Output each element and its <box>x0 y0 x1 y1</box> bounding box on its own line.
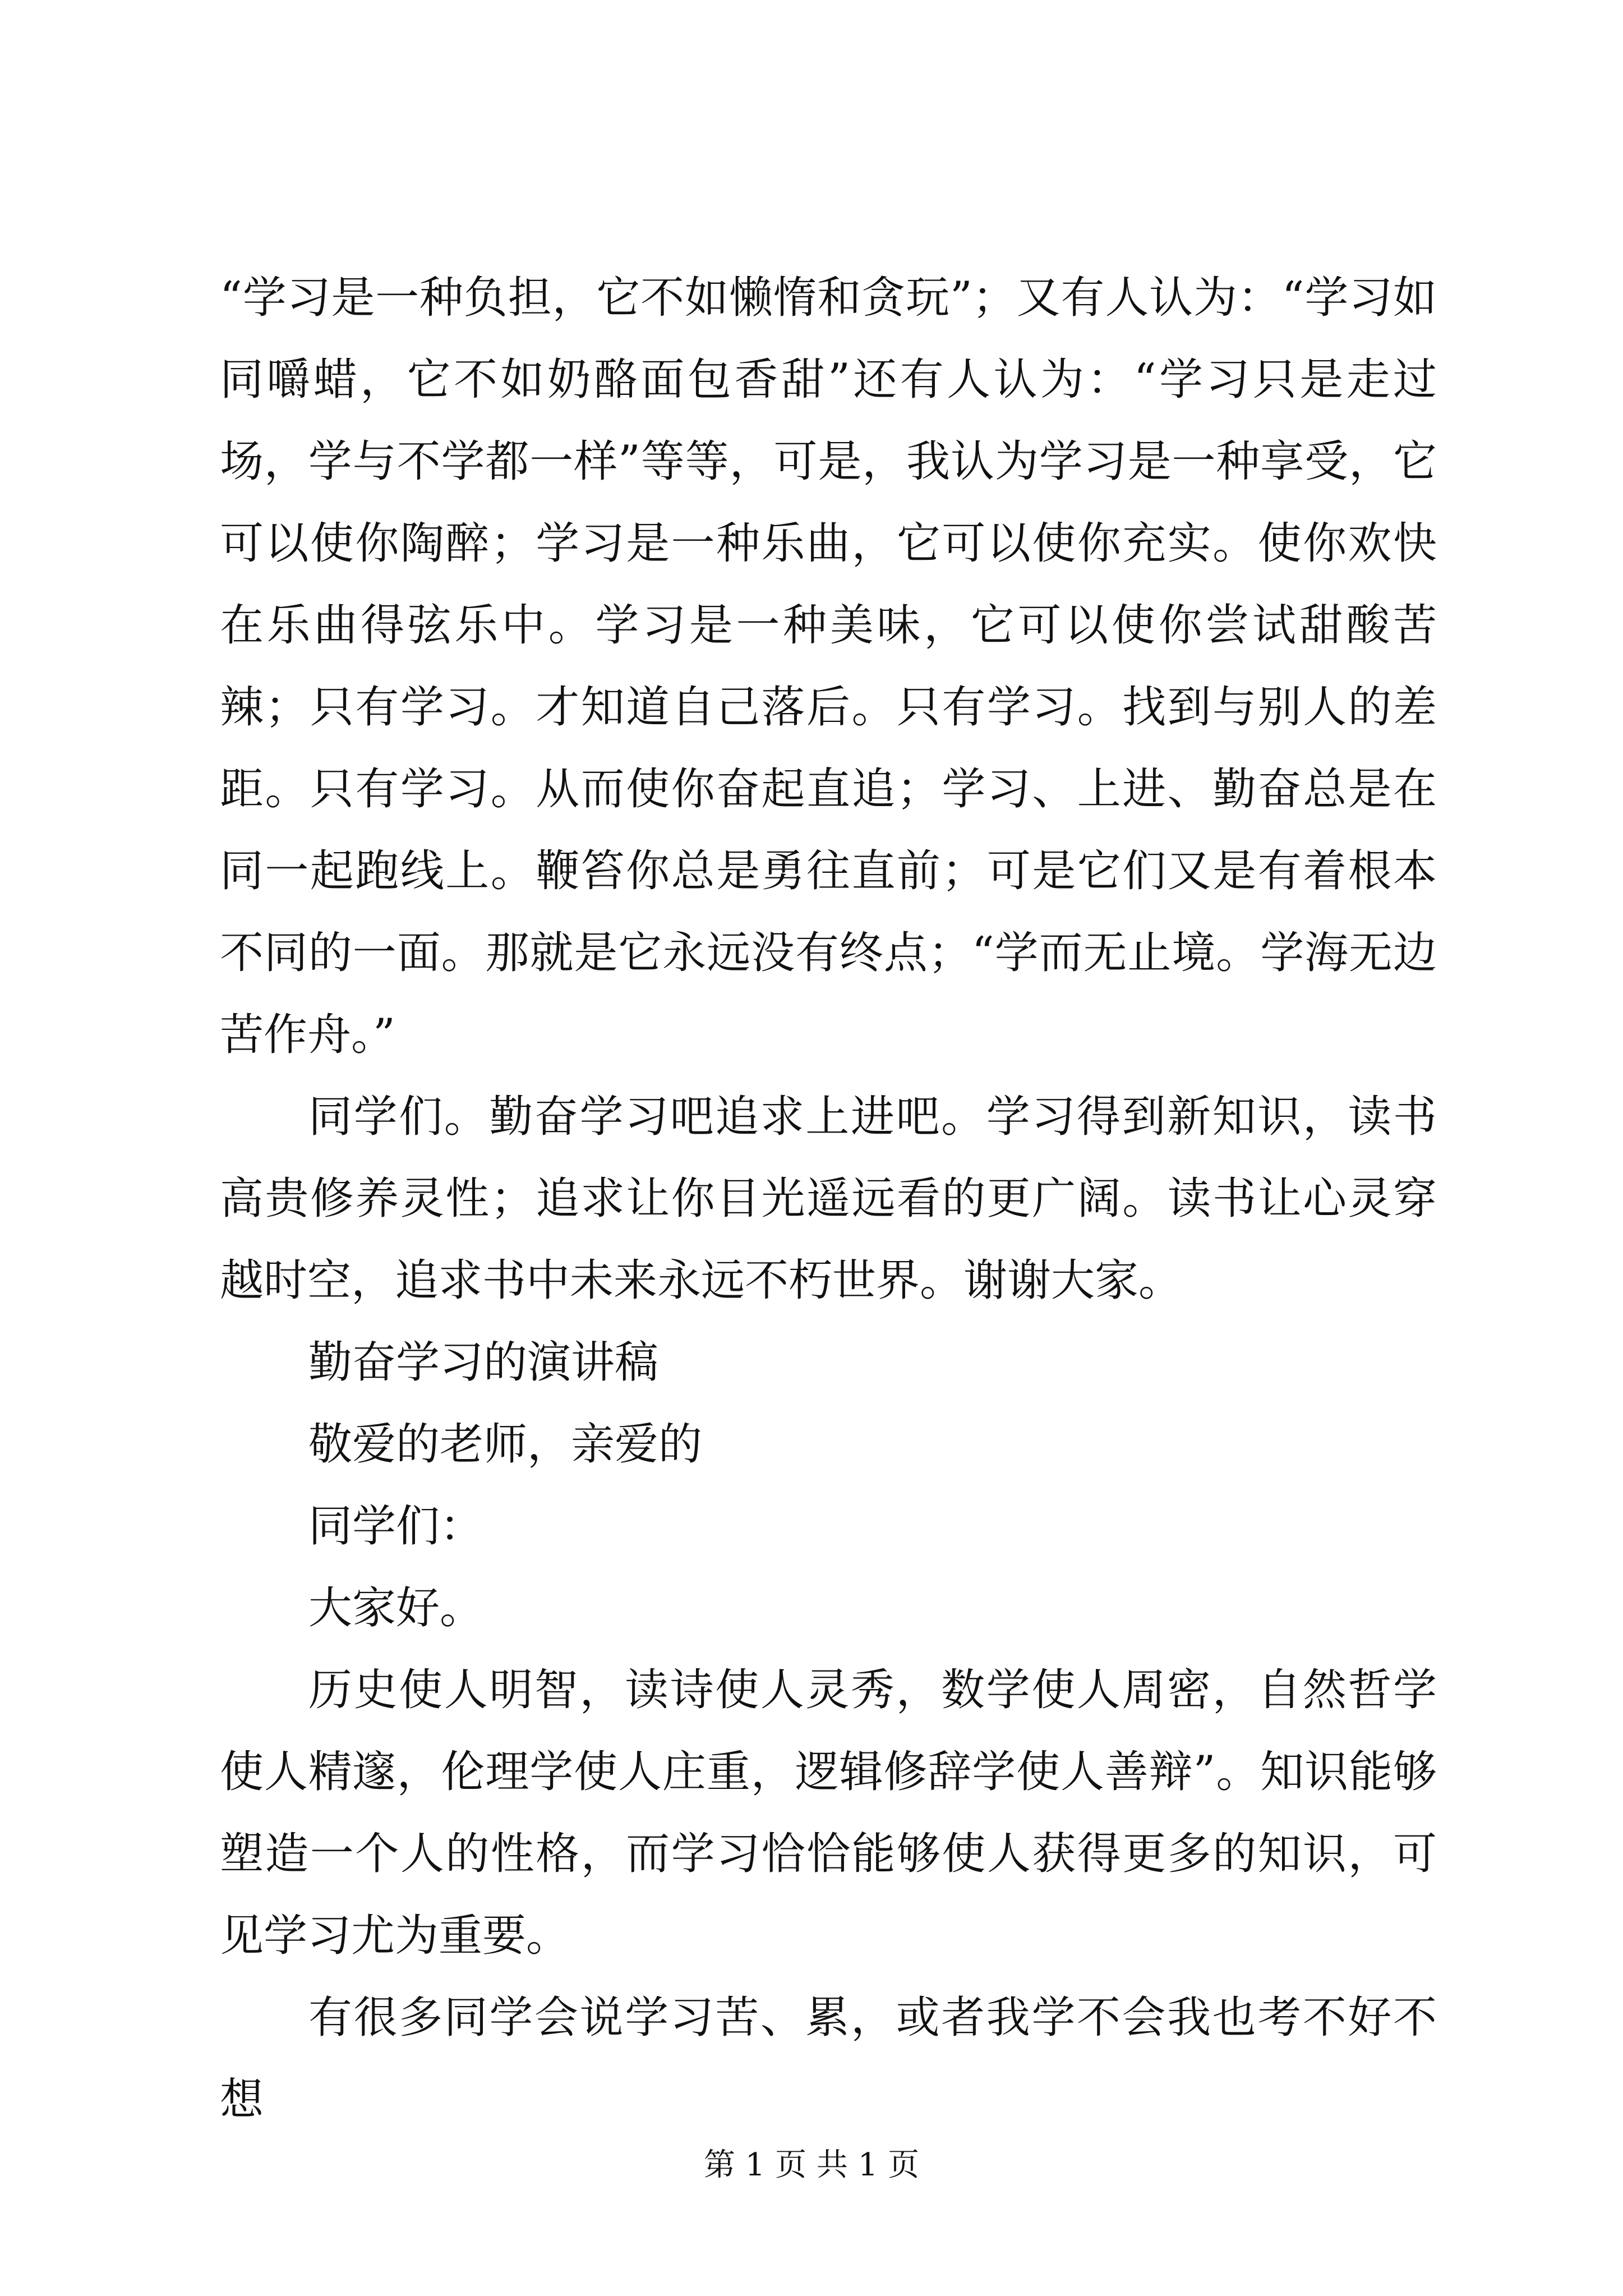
paragraph-intro: 历史使人明智，读诗使人灵秀，数学使人周密，自然哲学使人精邃，伦理学使人庄重，逻辑修辞学使人善辩”。知识能够塑造一个人的性格，而学习恰恰能够使人获得更多的知识，可见学习尤为重要。 <box>220 1665 1437 1961</box>
salutation-line-2: 同学们： <box>308 1501 484 1552</box>
document-body <box>220 257 1437 2141</box>
greeting: 大家好。 <box>308 1583 484 1634</box>
paragraph-partial: 有很多同学会说学习苦、累，或者我学不会我也考不好不想 <box>220 1993 1437 2125</box>
paragraph-continuation: “学习是一种负担，它不如懒惰和贪玩”；又有人认为：“学习如同嚼蜡，它不如奶酪面包香甜”还有人认为：“学习只是走过场，学与不学都一样”等等，可是，我认为学习是一种享受，它可以使你陶醉；学习是一种乐曲，它可以使你充实。使你欢快在乐曲得弦乐中。学习是一种美味，它可以使你尝试甜酸苦辣；只有学习。才知道自己落后。只有学习。找到与别人的差距。只有学习。从而使你奋起直追；学习、上进、勤奋总是在同一起跑线上。鞭笞你总是勇往直前；可是它们又是有着根本不同的一面。那就是它永远没有终点；“学而无止境。学海无边苦作舟。” <box>220 273 1437 1060</box>
salutation-line-1: 敬爱的老师，亲爱的 <box>308 1419 703 1470</box>
paragraph-closing: 同学们。勤奋学习吧追求上进吧。学习得到新知识，读书高贵修养灵性；追求让你目光遥远看的更广阔。读书让心灵穿越时空，追求书中未来永远不朽世界。谢谢大家。 <box>220 1092 1437 1306</box>
page-number-footer: 第 1 页 共 1 页 <box>703 2147 920 2183</box>
section-title: 勤奋学习的演讲稿 <box>308 1337 659 1388</box>
